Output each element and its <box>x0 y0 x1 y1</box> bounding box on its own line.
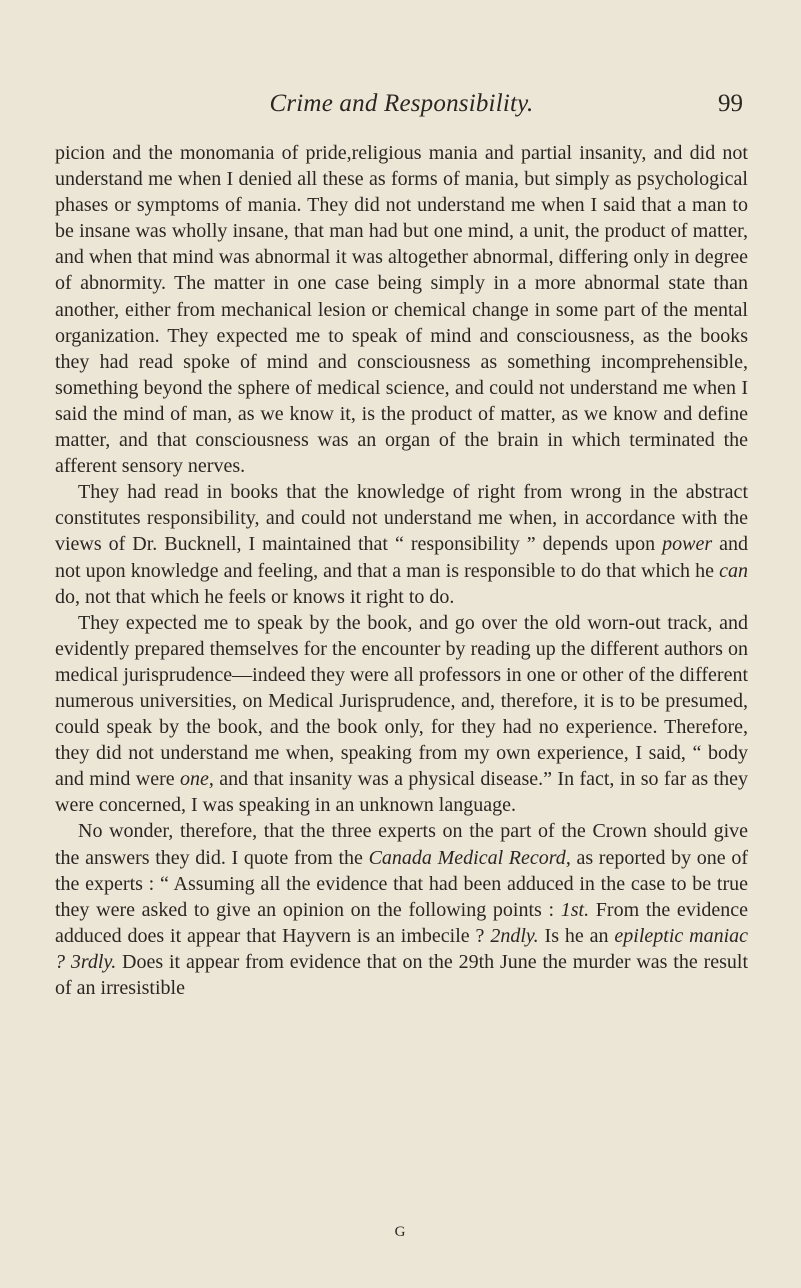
text-run: , and that insanity was a physical disease.” In fact, in so far as they were concerned, I was speaking in an unknown language. <box>55 768 748 817</box>
text-run: Is he an <box>538 924 615 947</box>
italic-text: Canada Medical Record <box>368 846 566 869</box>
italic-text: 1st. <box>560 898 590 921</box>
signature-mark: G <box>394 1224 407 1240</box>
italic-text: 2ndly. <box>490 924 539 947</box>
text-run: Does it appear from evidence that on the 29th June the murder was the result of an irresistible <box>55 950 749 999</box>
italic-text: one <box>180 768 209 791</box>
italic-text: epileptic maniac ? <box>55 924 749 973</box>
running-title: Crime and Responsibility. <box>269 90 534 117</box>
body-text <box>55 140 748 1001</box>
text-run: They had read in books that the knowledge of right from wrong in the abstract constitutes responsibility, and could not understand me when, in accordance with the views of Dr. Bucknell, I maintained that “ responsibility ” depends upon <box>55 481 748 556</box>
text-run: No wonder, therefore, that the three experts on the part of the Crown should give the answers they did. I quote from the <box>55 820 748 869</box>
italic-text: 3rdly. <box>70 950 117 973</box>
paragraph <box>55 479 748 609</box>
running-head <box>60 90 743 130</box>
text-run: They expected me to speak by the book, and go over the old worn-out track, and evidently prepared themselves for the encounter by reading up the different authors on medical jurisprudence—indeed they were all professors in one or other of the different numerous universities, on Medical Jurisprudence, and, therefore, it is to be presumed, could speak by the book, and the book only, for they had no experience. Therefore, they did not understand me when, speaking from my own experience, I said, “ body and mind were <box>55 611 748 791</box>
italic-text: power <box>662 533 713 556</box>
paragraph <box>55 818 748 1001</box>
page-number: 99 <box>718 90 743 117</box>
text-run: picion and the monomania of pride,religious mania and partial insanity, and did not understand me when I denied all these as forms of mania, but simply as psychological phases or symptoms of mania. They did not understand me when I said that a man to be insane was wholly insane, that man had but one mind, a unit, the product of matter, and when that mind was abnormal it was altogether abnormal, differing only in degree of abnormity. The matter in one case being simply in a more abnormal state than another, either from mechanical lesion or chemical change in some part of the mental organization. They expected me to speak of mind and consciousness, as the books they had read spoke of mind and consciousness as something incomprehensible, something beyond the sphere of medical science, and could not understand me when I said the mind of man, as we know it, is the product of matter, as we know and define matter, and that consciousness was an organ of the brain in which terminated the afferent sensory nerves. <box>55 142 748 478</box>
text-run: , as reported by one of the experts : “ Assuming all the evidence that had been adduced in the case to be true they were asked to give an opinion on the following points : <box>55 846 748 921</box>
paragraph <box>55 140 748 479</box>
text-run: do, not that which he feels or knows it right to do. <box>55 585 455 608</box>
text-run: From the evidence adduced does it appear that Hayvern is an imbecile ? <box>55 898 749 947</box>
paragraph <box>55 610 748 819</box>
italic-text: can <box>719 559 748 582</box>
text-run: and not upon knowledge and feeling, and that a man is responsible to do that which he <box>55 533 748 582</box>
